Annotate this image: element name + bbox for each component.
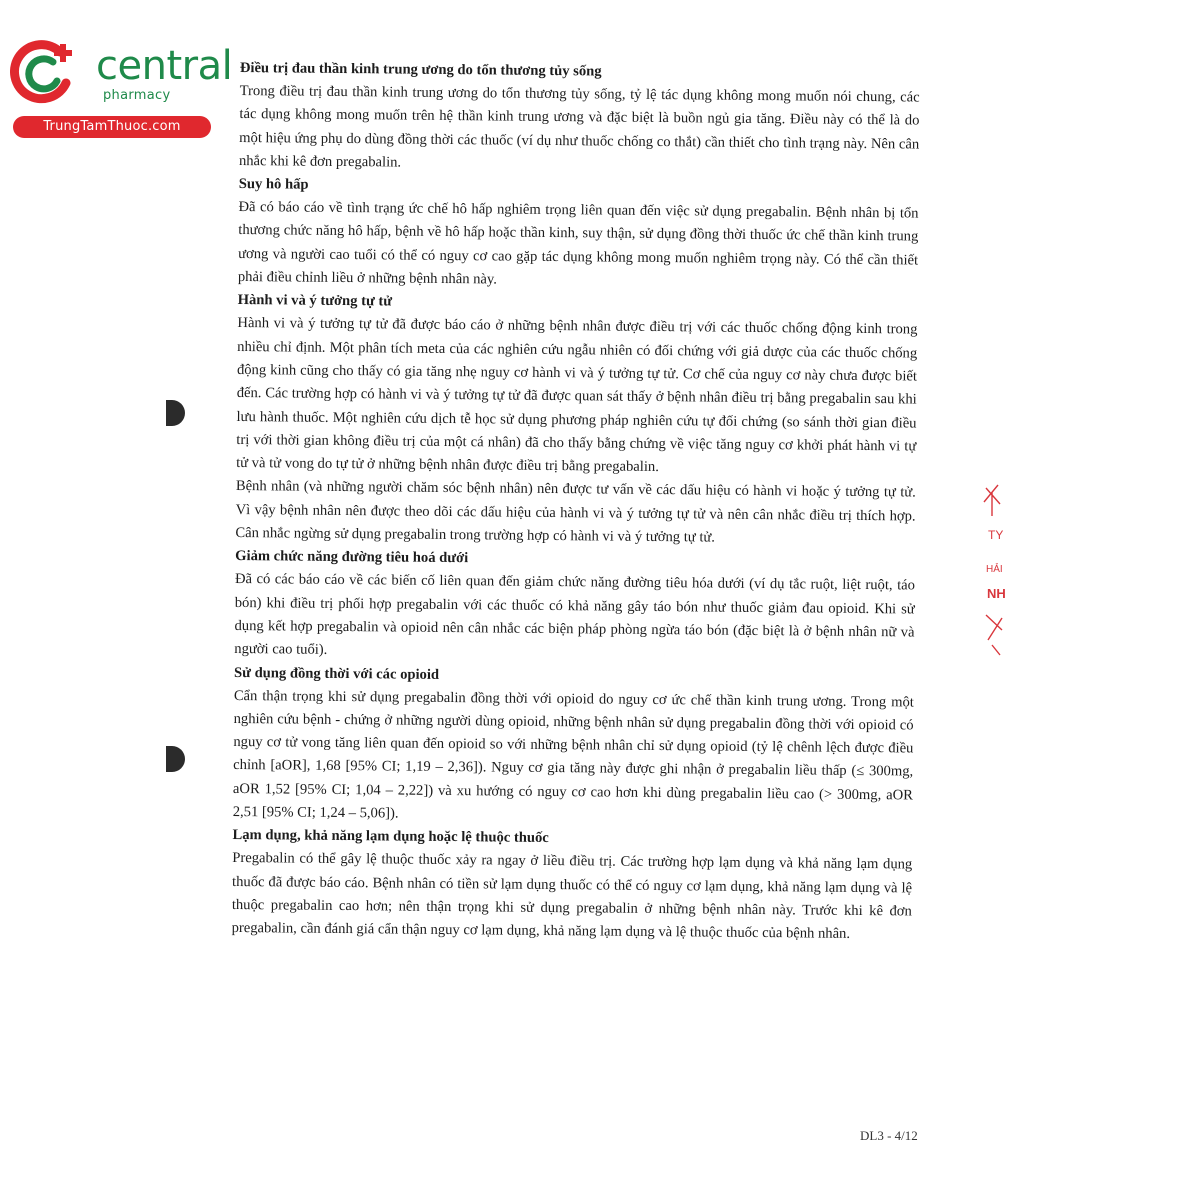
punch-hole-icon <box>166 400 185 426</box>
punch-hole-icon <box>166 746 185 772</box>
stamp-text: HẢI <box>986 564 1003 575</box>
section-opioid-coadministration <box>233 662 915 831</box>
red-stamp <box>978 480 1008 660</box>
stamp-text: NH <box>987 586 1006 601</box>
paragraph: Trong điều trị đau thần kinh trung ương do tổn thương tủy sống, tỷ lệ tác dụng không mong muốn nói chung, các tác dụng không mong muốn trên hệ thần kinh trung ương và đặc biệt là buồn ngủ gia tăng. Điều này có thể là do một hiệu ứng phụ do dùng đồng thời các thuốc (ví dụ như thuốc chống co thắt) cần thiết cho tình trạng này. Nên cân nhắc khi kê đơn pregabalin. <box>238 82 920 171</box>
paragraph: Hành vi và ý tưởng tự tử đã được báo cáo ở những bệnh nhân được điều trị với các thuốc chống động kinh trong nhiều chỉ định. Một phân tích meta của các nghiên cứu ngẫu nhiên có đối chứng với giả dược của các thuốc chống động kinh cũng cho thấy có gia tăng nhẹ nguy cơ hành vi và ý tưởng tự tử. Cơ chế của nguy cơ này chưa được biết đến. Các trường hợp có hành vi và ý tưởng tự tử đã được quan sát thấy ở bệnh nhân điều trị bằng pregabalin sau khi lưu hành thuốc. Một nghiên cứu dịch tễ học sử dụng phương pháp nghiên cứu tự đối chứng (so sánh thời gian điều trị với thời gian không điều trị của một cá nhân) đã cho thấy bằng chứng về việc tăng nguy cơ khởi phát hành vi tự tử và tử vong do tự tử ở những bệnh nhân được điều trị bằng pregabalin. <box>236 315 918 476</box>
page-number: DL3 - 4/12 <box>860 1128 918 1143</box>
central-pharmacy-logo-icon <box>10 38 80 108</box>
section-title: Hành vi và ý tưởng tự tử <box>237 292 393 310</box>
paragraph: Đã có báo cáo về tình trạng ức chế hô hấp nghiêm trọng liên quan đến việc sử dụng pregabalin. Bệnh nhân bị tổn thương chức năng hô hấp, bệnh về hô hấp hoặc thần kinh, suy thận, sử dụng đồng thời thuốc ức chế thần kinh trung ương và người cao tuổi có thể có nguy cơ cao gặp tác dụng không mong muốn nghiêm trọng này. Có thể cần thiết phải điều chỉnh liều ở những bệnh nhân này. <box>237 199 919 288</box>
logo-url-badge[interactable]: TrungTamThuoc.com <box>13 116 211 138</box>
section-respiratory-depression <box>238 173 919 296</box>
section-spinal-cord-pain <box>239 57 920 180</box>
section-suicidal-behavior <box>235 289 917 551</box>
document-body <box>232 57 920 947</box>
logo-name: central <box>96 43 233 89</box>
logo-subtitle: pharmacy <box>103 88 171 103</box>
section-title: Lạm dụng, khả năng lạm dụng hoặc lệ thuộc thuốc <box>232 827 549 847</box>
pharmacy-logo <box>10 38 233 138</box>
paragraph: Bệnh nhân (và những người chăm sóc bệnh nhân) nên được tư vấn về các dấu hiệu có hành vi hoặc ý tưởng tự tử. Vì vậy bệnh nhân nên được theo dõi các dấu hiệu của hành vi và ý tưởng tự tử và nên cân nhắc điều trị thích hợp. Cân nhắc ngừng sử dụng pregabalin trong trường hợp có hành vi và ý tưởng tự tử. <box>235 478 916 546</box>
section-title: Giảm chức năng đường tiêu hoá dưới <box>235 548 469 567</box>
paragraph: Pregabalin có thể gây lệ thuộc thuốc xảy ra ngay ở liều điều trị. Các trường hợp lạm dụng và khả năng lạm dụng thuốc đã được báo cáo. Bệnh nhân có tiền sử lạm dụng thuốc có thể có nguy cơ lạm dụng, khả năng lạm dụng và lệ thuộc pregabalin cao hơn; nên thận trọng khi sử dụng pregabalin ở những bệnh nhân này. Trước khi kê đơn pregabalin, cần đánh giá cẩn thận nguy cơ lạm dụng, khả năng lạm dụng và lệ thuộc thuốc của bệnh nhân. <box>231 850 913 943</box>
paragraph: Cẩn thận trọng khi sử dụng pregabalin đồng thời với opioid do nguy cơ ức chế thần kinh trung ương. Trong một nghiên cứu bệnh - chứng ở những người dùng opioid, những bệnh nhân sử dụng pregabalin đồng thời với opioid có nguy cơ tử vong tăng liên quan đến opioid so với những bệnh nhân chỉ sử dụng opioid (tỷ lệ chênh lệch được điều chỉnh [aOR], 1,68 [95% CI; 1,19 – 2,36]). Nguy cơ gia tăng này được ghi nhận ở pregabalin liều thấp (≤ 300mg, aOR 1,52 [95% CI; 1,04 – 2,22]) và xu hướng có nguy cơ cao hơn khi dùng pregabalin liều cao (> 300mg, aOR 2,51 [95% CI; 1,24 – 5,06]). <box>232 687 914 822</box>
section-abuse-dependence <box>232 824 913 947</box>
section-title: Suy hô hấp <box>238 176 309 193</box>
section-title: Sử dụng đồng thời với các opioid <box>234 664 440 683</box>
section-lower-gi-function <box>234 545 915 668</box>
paragraph: Đã có các báo cáo về các biến cố liên quan đến giảm chức năng đường tiêu hóa dưới (ví dụ tắc ruột, liệt ruột, táo bón) khi điều trị phối hợp pregabalin với các thuốc có khả năng gây táo bón như thuốc giảm đau opioid. Khi sử dụng kết hợp pregabalin và opioid nên cân nhắc các biện pháp phòng ngừa táo bón (đặc biệt là ở bệnh nhân nữ và người cao tuổi). <box>234 571 916 659</box>
section-title: Điều trị đau thần kinh trung ương do tổn thương tủy sống <box>239 59 602 80</box>
stamp-text: TY <box>988 528 1004 542</box>
